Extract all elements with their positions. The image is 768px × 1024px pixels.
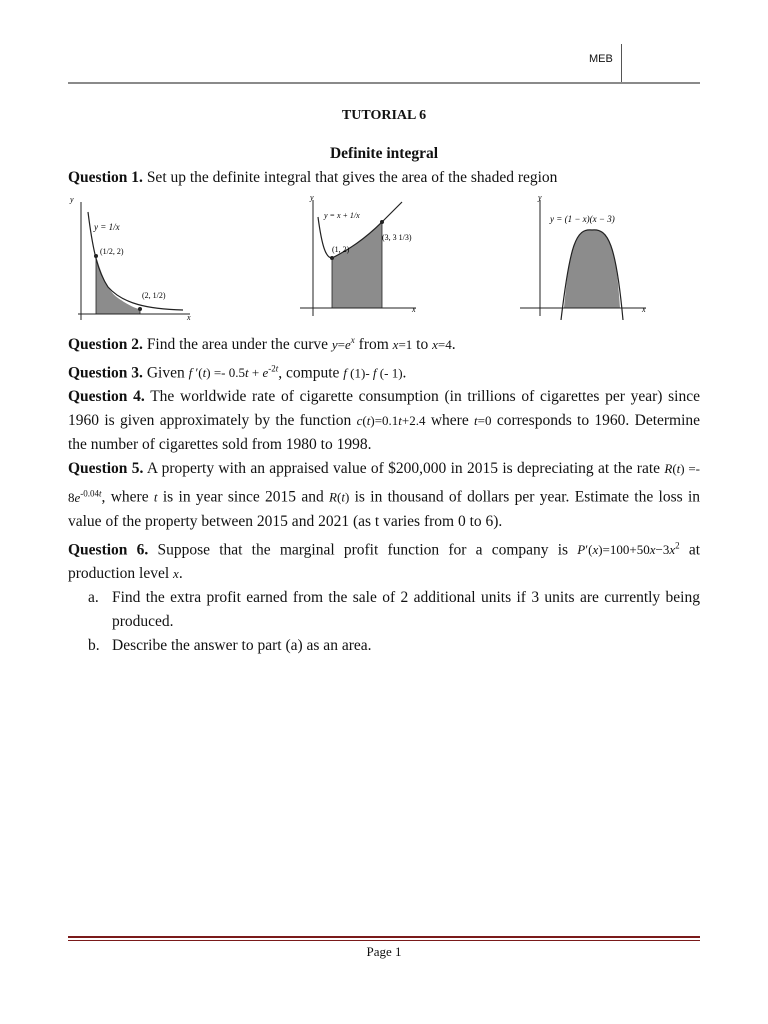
- point-label-2: (2, 1/2): [142, 291, 166, 300]
- question-2-end: .: [451, 336, 456, 354]
- question-6-parts: [68, 586, 700, 658]
- axis-y-label: y: [310, 193, 314, 202]
- shaded-region: [332, 222, 382, 308]
- equation-consumption: c(t)=0.1t+2.4: [356, 413, 426, 429]
- equation-exp: y: [331, 337, 338, 353]
- question-5-text-where: , where: [101, 488, 149, 506]
- page-number: Page 1: [366, 944, 402, 959]
- equation-rate: $R(t) =- 8e^{-0.04t}$: [68, 461, 700, 505]
- question-3-text: Given: [146, 364, 185, 382]
- question-2-text: Find the area under the curve: [146, 336, 328, 354]
- list-item: [68, 586, 700, 634]
- question-4: [68, 385, 700, 457]
- axis-x-label: x: [642, 305, 646, 314]
- list-item: [68, 634, 700, 658]
- header-code: MEB: [589, 53, 613, 65]
- question-2-text-to: to: [416, 336, 429, 354]
- question-3-text-compute: , compute: [278, 364, 340, 382]
- list-item-label: b.: [88, 637, 100, 655]
- question-6-text: Suppose that the marginal profit function for a company is: [157, 541, 569, 559]
- equation-r: R(t): [329, 489, 350, 505]
- question-2-text-from: from: [358, 336, 389, 354]
- shaded-region: [96, 256, 124, 314]
- curve-equation: y = x + 1/x: [324, 211, 360, 220]
- footer-rule: [68, 936, 700, 938]
- axis-y-label: y: [70, 195, 74, 204]
- question-6-end: .: [178, 565, 183, 583]
- question-3: [68, 357, 700, 385]
- equation-derivative: f $'(t) =- 0.5t + e^{-2t}$: [188, 364, 279, 381]
- question-6: Question 6. Suppose that the marginal profit function for a company is $P'(x)=100+50x-3x^2$ at production level x.: [68, 540, 701, 583]
- list-item-text: Describe the answer to part (a) as an area.: [112, 637, 372, 655]
- topic-title: Definite integral: [329, 145, 439, 162]
- question-6-label: Question 6.: [68, 541, 149, 559]
- figure-sum: [298, 192, 428, 320]
- equation-difference: f (1)- f (- 1): [343, 365, 403, 381]
- question-1-text: Set up the definite integral that gives the area of the shaded region: [146, 169, 558, 186]
- footer-rule-thin: [68, 940, 700, 941]
- question-5-text-end: is in thousand of dollars per year. Estimate the loss in value of the property between 2015 and 2021 (as t varies from 0 to 6).: [68, 488, 701, 530]
- axis-x-label: x: [412, 305, 416, 314]
- header-rule: [68, 82, 700, 84]
- question-3-label: Question 3.: [68, 364, 143, 382]
- point-label-1: (1, 2): [332, 245, 350, 254]
- question-4-text-end: corresponds to 1960. Determine the number of cigarettes sold from 1980 to 1998.: [68, 412, 701, 454]
- point-label-2: (3, 3 1/3): [382, 233, 412, 242]
- axis-x-label: x: [187, 313, 191, 320]
- question-1-label: Question 1.: [68, 169, 143, 186]
- question-5-label: Question 5.: [68, 460, 144, 478]
- question-2-label: Question 2.: [68, 336, 143, 354]
- tutorial-title: TUTORIAL 6: [341, 108, 427, 123]
- question-4-text-where: where: [430, 412, 469, 430]
- list-item-label: a.: [88, 589, 99, 607]
- question-5-text-year: is in year since 2015 and: [162, 488, 324, 506]
- question-2: Question 2. Find the area under the curve $y=e^x$ from x=1 to x=4.: [68, 335, 456, 354]
- question-5-text: A property with an appraised value of $200,000 in 2015 is depreciating at the rate: [146, 460, 661, 478]
- figure-reciprocal: [68, 192, 198, 320]
- document-body: [68, 100, 700, 658]
- point-label-1: (1/2, 2): [100, 247, 124, 256]
- question-3-end: .: [402, 364, 407, 382]
- question-4-label: Question 4.: [68, 388, 145, 406]
- shaded-region: [564, 230, 620, 308]
- equation-profit: $P'(x)=100+50x-3x^2$: [577, 540, 680, 558]
- curve-equation: y = 1/x: [94, 222, 120, 232]
- question-1-figures: [68, 192, 700, 320]
- figure-parabola: [518, 192, 658, 320]
- axis-y-label: y: [538, 193, 542, 202]
- question-5: Question 5. A property with an appraised value of $200,000 in 2015 is depreciating at the rate $R(t) =- 8e^{-0.04t}$, where t is in year since 2015 and R(t) is in thousand of dollars per year. Estimate the loss in value of the property between 2015 and 2021 (as t varies from 0 to 6).: [68, 460, 701, 530]
- list-item-text: Find the extra profit earned from the sale of 2 additional units if 3 units are currently being produced.: [112, 589, 700, 631]
- question-4-text: The worldwide rate of cigarette consumption (in trillions of cigarettes per year) since 1960 is given approximately by the function: [68, 388, 700, 430]
- question-6-text-level: at production level: [68, 541, 701, 583]
- header-divider: [621, 44, 622, 82]
- curve-equation: y = (1 − x)(x − 3): [550, 214, 615, 224]
- equation-t0: t=0: [474, 413, 492, 429]
- question-1: [68, 166, 700, 190]
